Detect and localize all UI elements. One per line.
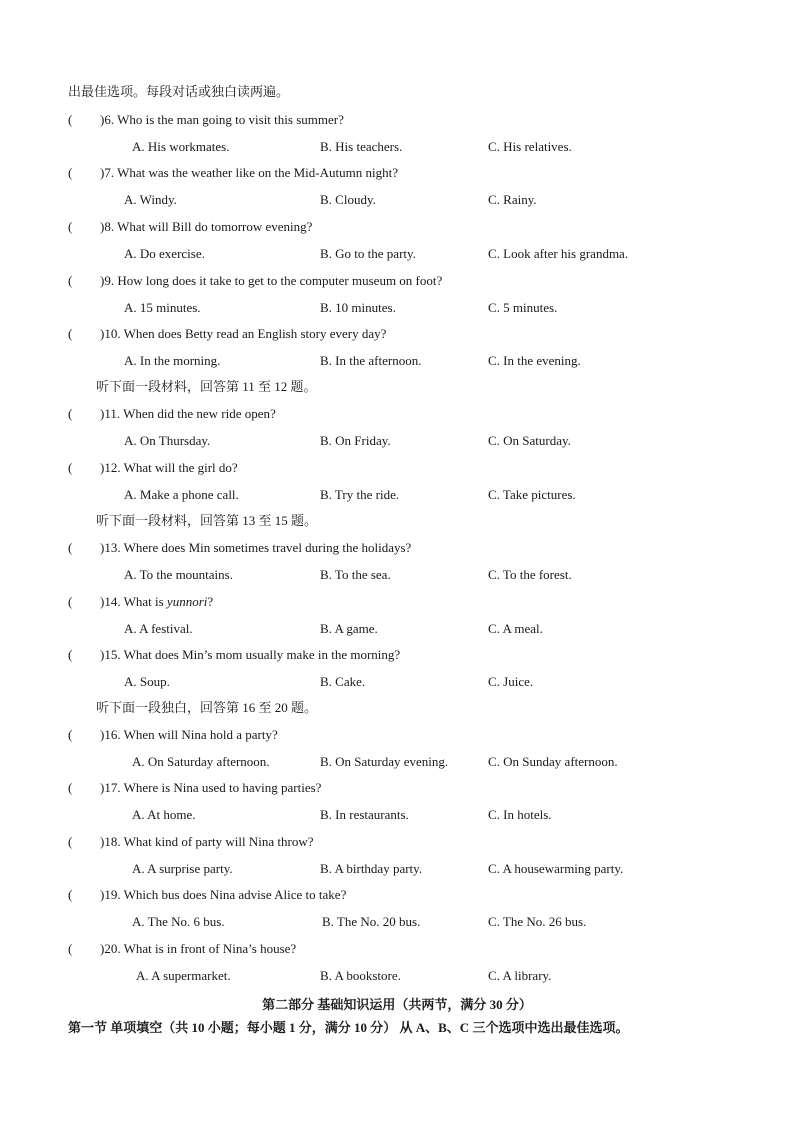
option-c: C. In hotels.: [488, 807, 552, 822]
option-c: C. A library.: [488, 968, 552, 983]
option-c: C. A housewarming party.: [488, 861, 624, 876]
option-c: C. Look after his grandma.: [488, 246, 629, 261]
question-text: )12. What will the girl do?: [100, 460, 238, 475]
option-c: C. Juice.: [488, 674, 534, 689]
instruction-11-12: 听下面一段材料，回答第 11 至 12 题。: [96, 379, 317, 394]
option-b: B. A game.: [320, 621, 378, 636]
question-text-before: )14. What is: [100, 594, 167, 609]
option-a: A. Do exercise.: [124, 246, 205, 261]
question-text: )20. What is in front of Nina’s house?: [100, 941, 297, 956]
question-text: )6. Who is the man going to visit this summer?: [100, 112, 344, 127]
option-c: C. Take pictures.: [488, 487, 576, 502]
option-a: A. Make a phone call.: [124, 487, 239, 502]
option-a: A. 15 minutes.: [124, 300, 201, 315]
option-c: C. On Sunday afternoon.: [488, 754, 618, 769]
option-a: A. Windy.: [124, 192, 177, 207]
option-b: B. Cloudy.: [320, 192, 376, 207]
option-a: A. A surprise party.: [132, 861, 233, 876]
answer-paren: (: [68, 112, 73, 127]
option-a: A. On Saturday afternoon.: [132, 754, 270, 769]
answer-paren: (: [68, 540, 73, 555]
option-a: A. A festival.: [124, 621, 193, 636]
answer-paren: (: [68, 941, 73, 956]
question-text: )9. How long does it take to get to the computer museum on foot?: [100, 273, 443, 288]
part2-title: 第二部分 基础知识运用（共两节，满分 30 分）: [262, 997, 532, 1012]
instruction-13-15: 听下面一段材料，回答第 13 至 15 题。: [96, 513, 318, 528]
answer-paren: (: [68, 165, 73, 180]
answer-paren: (: [68, 406, 73, 421]
answer-paren: (: [68, 727, 73, 742]
question-text: )17. Where is Nina used to having parties?: [100, 780, 322, 795]
answer-paren: (: [68, 273, 73, 288]
option-b: B. On Saturday evening.: [320, 754, 449, 769]
answer-paren: (: [68, 834, 73, 849]
answer-paren: (: [68, 887, 73, 902]
question-text: )18. What kind of party will Nina throw?: [100, 834, 314, 849]
option-c: C. On Saturday.: [488, 433, 571, 448]
intro-text: 出最佳选项。每段对话或独白读两遍。: [68, 84, 290, 99]
question-text: )16. When will Nina hold a party?: [100, 727, 278, 742]
option-b: B. Try the ride.: [320, 487, 400, 502]
question-text: )10. When does Betty read an English story every day?: [100, 326, 387, 341]
option-a: A. A supermarket.: [136, 968, 231, 983]
option-b: B. In the afternoon.: [320, 353, 422, 368]
option-b: B. A bookstore.: [320, 968, 401, 983]
answer-paren: (: [68, 647, 73, 662]
option-a: A. On Thursday.: [124, 433, 211, 448]
instruction-16-20: 听下面一段独白，回答第 16 至 20 题。: [96, 700, 318, 715]
option-b: B. In restaurants.: [320, 807, 409, 822]
question-text-after: ?: [207, 594, 214, 609]
option-b: B. 10 minutes.: [320, 300, 396, 315]
option-c: C. The No. 26 bus.: [488, 914, 587, 929]
question-text: )19. Which bus does Nina advise Alice to take?: [100, 887, 347, 902]
answer-paren: (: [68, 219, 73, 234]
question-text: )15. What does Min’s mom usually make in the morning?: [100, 647, 401, 662]
question-text-italic: yunnori: [166, 594, 208, 609]
option-c: C. His relatives.: [488, 139, 572, 154]
option-c: C. Rainy.: [488, 192, 537, 207]
option-b: B. Go to the party.: [320, 246, 416, 261]
answer-paren: (: [68, 594, 73, 609]
question-text: )13. Where does Min sometimes travel during the holidays?: [100, 540, 412, 555]
option-b: B. To the sea.: [320, 567, 391, 582]
option-b: B. Cake.: [320, 674, 366, 689]
option-b: B. The No. 20 bus.: [322, 914, 421, 929]
option-c: C. To the forest.: [488, 567, 572, 582]
question-text: [100, 594, 213, 610]
section1-heading: 第一节 单项填空（共 10 小题；每小题 1 分，满分 10 分） 从 A、B、C 三个选项中选出最佳选项。: [68, 1020, 629, 1035]
answer-paren: (: [68, 460, 73, 475]
question-text: )8. What will Bill do tomorrow evening?: [100, 219, 313, 234]
option-a: A. Soup.: [124, 674, 170, 689]
question-text: )11. When did the new ride open?: [100, 406, 276, 421]
option-b: B. On Friday.: [320, 433, 391, 448]
option-b: B. His teachers.: [320, 139, 403, 154]
option-c: C. 5 minutes.: [488, 300, 558, 315]
answer-paren: (: [68, 780, 73, 795]
question-text: )7. What was the weather like on the Mid-Autumn night?: [100, 165, 398, 180]
option-a: A. In the morning.: [124, 353, 221, 368]
option-a: A. At home.: [132, 807, 196, 822]
option-c: C. In the evening.: [488, 353, 581, 368]
option-a: A. To the mountains.: [124, 567, 233, 582]
answer-paren: (: [68, 326, 73, 341]
option-a: A. The No. 6 bus.: [132, 914, 225, 929]
option-c: C. A meal.: [488, 621, 543, 636]
option-b: B. A birthday party.: [320, 861, 423, 876]
option-a: A. His workmates.: [132, 139, 230, 154]
